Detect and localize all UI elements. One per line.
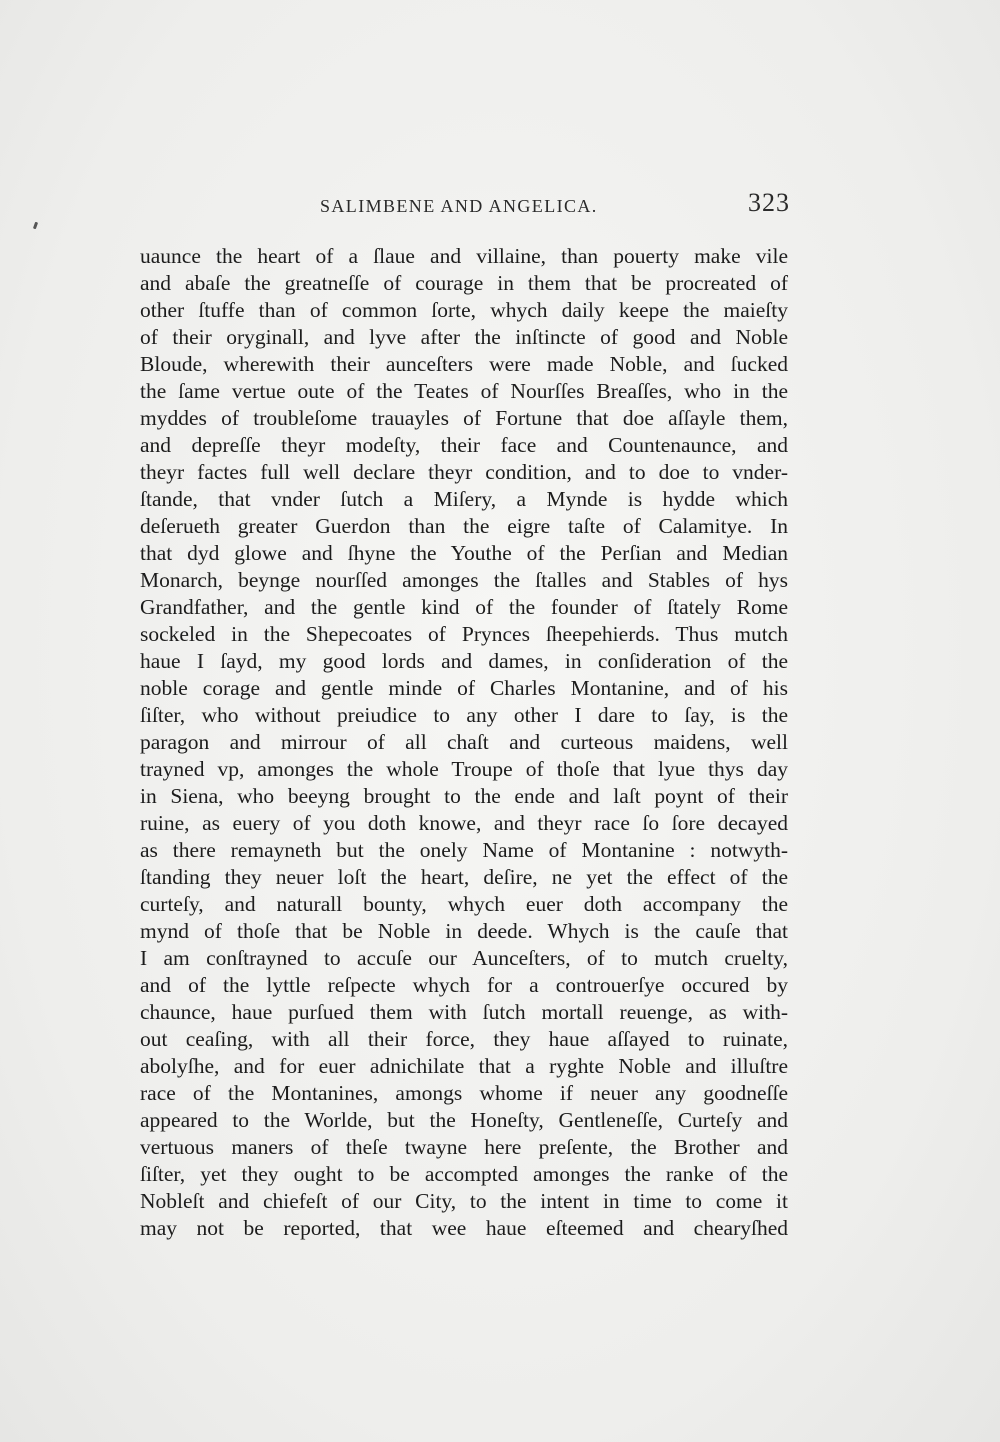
text-line: mynd of thoſe that be Noble in deede. Whych is the cauſe that [140, 919, 788, 943]
text-line: Nobleſt and chiefeſt of our City, to the intent in time to come it [140, 1189, 788, 1213]
text-line: deſerueth greater Guerdon than the eigre taſte of Calamitye. In [140, 514, 788, 538]
page-number: 323 [748, 188, 790, 217]
body-text [140, 243, 788, 1242]
text-line: as there remayneth but the onely Name of Montanine : notwyth- [140, 838, 788, 862]
text-line: theyr factes full well declare theyr condition, and to doe to vnder- [140, 460, 788, 484]
text-line: the ſame vertue oute of the Teates of Nourſſes Breaſſes, who in the [140, 379, 788, 403]
text-line: abolyſhe, and for euer adnichilate that a ryghte Noble and illuſtre [140, 1054, 788, 1078]
text-line: curteſy, and naturall bounty, whych euer doth accompany the [140, 892, 788, 916]
text-line: noble corage and gentle minde of Charles Montanine, and of his [140, 676, 788, 700]
text-line: uaunce the heart of a ſlaue and villaine, than pouerty make vile [140, 244, 788, 268]
text-line: Grandfather, and the gentle kind of the founder of ſtately Rome [140, 595, 788, 619]
text-line: haue I ſayd, my good lords and dames, in conſideration of the [140, 649, 788, 673]
text-line: trayned vp, amonges the whole Troupe of thoſe that lyue thys day [140, 757, 788, 781]
text-line: race of the Montanines, amongs whome if neuer any goodneſſe [140, 1081, 788, 1105]
text-line: myddes of troubleſome trauayles of Fortune that doe aſſayle them, [140, 406, 788, 430]
running-head [140, 188, 790, 228]
stray-ink-mark [33, 222, 38, 230]
text-line: ruine, as euery of you doth knowe, and theyr race ſo ſore decayed [140, 811, 788, 835]
text-line: may not be reported, that wee haue eſteemed and chearyſhed [140, 1216, 788, 1240]
text-line: paragon and mirrour of all chaſt and curteous maidens, well [140, 730, 788, 754]
text-line: I am conſtrayned to accuſe our Aunceſters, of to mutch cruelty, [140, 946, 788, 970]
text-line: and depreſſe theyr modeſty, their face and Countenaunce, and [140, 433, 788, 457]
text-line: and of the lyttle reſpecte whych for a controuerſye occured by [140, 973, 788, 997]
running-title: SALIMBENE AND ANGELICA. [320, 196, 598, 216]
text-line: Bloude, wherewith their aunceſters were made Noble, and ſucked [140, 352, 788, 376]
text-line: of their oryginall, and lyve after the inſtincte of good and Noble [140, 325, 788, 349]
text-line: out ceaſing, with all their force, they haue aſſayed to ruinate, [140, 1027, 788, 1051]
text-line: ſtande, that vnder ſutch a Miſery, a Mynde is hydde which [140, 487, 788, 511]
text-line: sockeled in the Shepecoates of Prynces ſheepehierds. Thus mutch [140, 622, 788, 646]
text-line: that dyd glowe and ſhyne the Youthe of the Perſian and Median [140, 541, 788, 565]
text-line: vertuous maners of theſe twayne here preſente, the Brother and [140, 1135, 788, 1159]
text-line: and abaſe the greatneſſe of courage in them that be procreated of [140, 271, 788, 295]
text-line: ſiſter, who without preiudice to any other I dare to ſay, is the [140, 703, 788, 727]
text-line: in Siena, who beeyng brought to the ende and laſt poynt of their [140, 784, 788, 808]
text-line: Monarch, beynge nourſſed amonges the ſtalles and Stables of hys [140, 568, 788, 592]
text-line: chaunce, haue purſued them with ſutch mortall reuenge, as with- [140, 1000, 788, 1024]
text-line: ſiſter, yet they ought to be accompted amonges the ranke of the [140, 1162, 788, 1186]
text-line: ſtanding they neuer loſt the heart, deſire, ne yet the effect of the [140, 865, 788, 889]
text-line: appeared to the Worlde, but the Honeſty, Gentleneſſe, Curteſy and [140, 1108, 788, 1132]
text-line: other ſtuffe than of common ſorte, whych daily keepe the maieſty [140, 298, 788, 322]
